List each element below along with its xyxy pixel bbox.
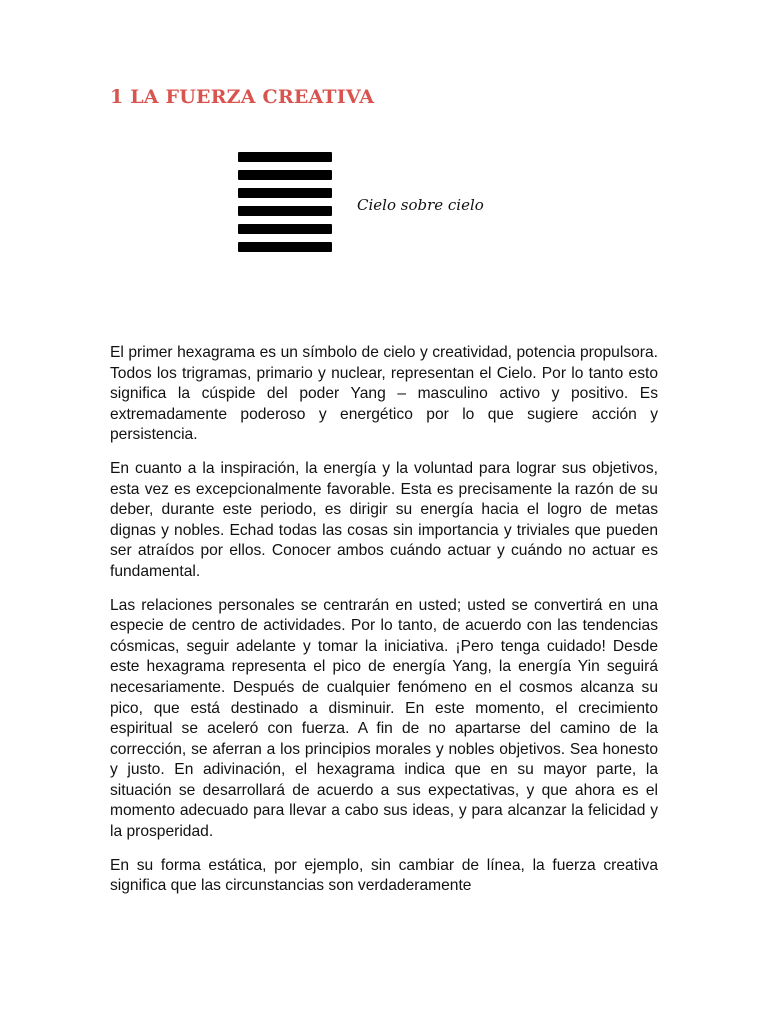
hexagram-line-4 xyxy=(238,206,332,216)
hexagram-line-3 xyxy=(238,188,332,198)
hexagram-caption: Cielo sobre cielo xyxy=(357,196,484,214)
paragraph: En cuanto a la inspiración, la energía y la voluntad para lograr sus objetivos, esta vez es excepcionalmente favorable. Esta es precisamente la razón de su deber, durante este periodo, es dirigir su energía hacia el logro de metas dignas y nobles. Echad todas las cosas sin importancia y triviales que pueden ser atraídos por ellos. Conocer ambos cuándo actuar y cuándo no actuar es fundamental. xyxy=(110,459,658,580)
paragraph: En su forma estática, por ejemplo, sin cambiar de línea, la fuerza creativa significa que las circunstancias son verdaderamente xyxy=(110,856,658,895)
hexagram-line-5 xyxy=(238,224,332,234)
page-title: 1 LA FUERZA CREATIVA xyxy=(110,86,375,108)
hexagram-line-6 xyxy=(238,242,332,252)
hexagram-line-2 xyxy=(238,170,332,180)
hexagram-icon xyxy=(238,152,332,252)
paragraph: Las relaciones personales se centrarán en usted; usted se convertirá en una especie de centro de actividades. Por lo tanto, de acuerdo con las tendencias cósmicas, seguir adelante y tomar la iniciativa. ¡Pero tenga cuidado! Desde este hexagrama representa el pico de energía Yang, la energía Yin seguirá necesariamente. Después de cualquier fenómeno en el cosmos alcanza su pico, que está destinado a disminuir. En este momento, el crecimiento espiritual se aceleró con fuerza. A fin de no apartarse del camino de la corrección, se aferran a los principios morales y nobles objetivos. Sea honesto y justo. En adivinación, el hexagrama indica que en su mayor parte, la situación se desarrollará de acuerdo a sus expectativas, y que ahora es el momento adecuado para llevar a cabo sus ideas, y para alcanzar la felicidad y la prosperidad. xyxy=(110,596,658,841)
paragraph: El primer hexagrama es un símbolo de cielo y creatividad, potencia propulsora. Todos los trigramas, primario y nuclear, representan el Cielo. Por lo tanto esto significa la cúspide del poder Yang – masculino activo y positivo. Es extremadamente poderoso y energético por lo que sugiere acción y persistencia. xyxy=(110,344,658,444)
hexagram-line-1 xyxy=(238,152,332,162)
body-text xyxy=(110,343,658,910)
